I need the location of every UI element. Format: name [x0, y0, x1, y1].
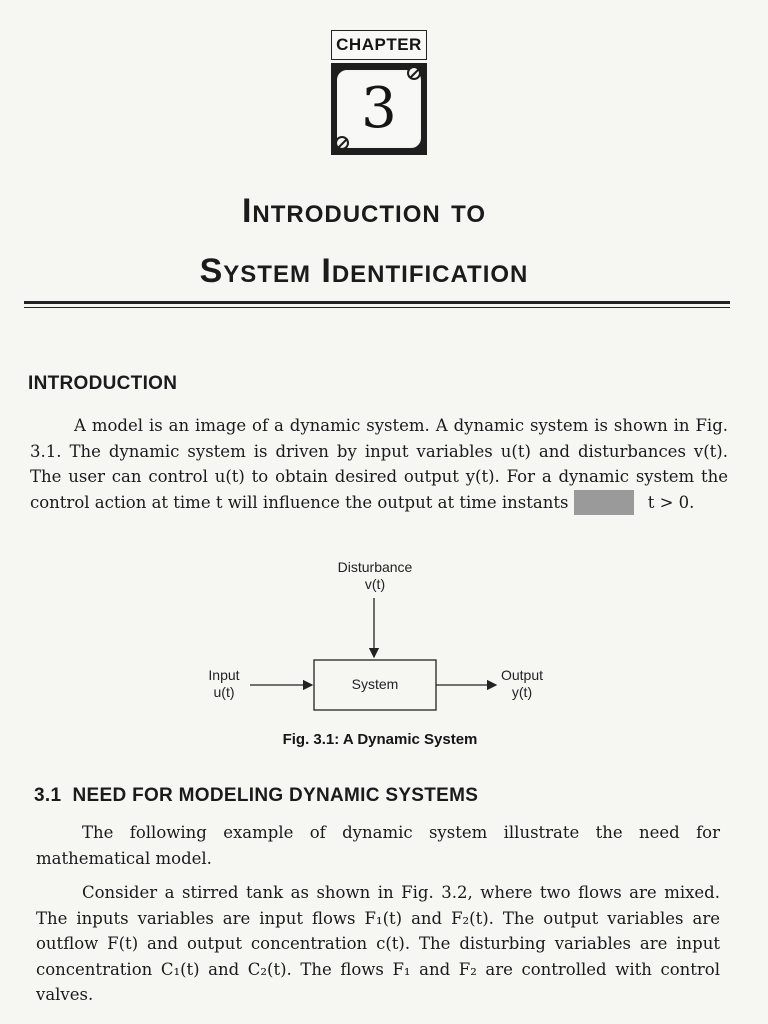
title-divider [24, 301, 730, 304]
chapter-title-line-2: System Identification [199, 252, 529, 290]
section-title: NEED FOR MODELING DYNAMIC SYSTEMS [72, 785, 479, 806]
chapter-title-line-1: Introduction to [241, 192, 487, 230]
section-heading [34, 785, 478, 807]
output-variable: y(t) [511, 684, 533, 700]
section-number: 3.1 [34, 785, 62, 806]
chapter-badge [331, 30, 427, 156]
input-variable: u(t) [213, 684, 235, 700]
disturbance-variable: v(t) [364, 576, 386, 592]
system-label: System [351, 676, 399, 692]
title-divider-thin [24, 307, 730, 308]
intro-paragraph [30, 413, 728, 515]
dynamic-system-diagram [190, 555, 570, 715]
chapter-label: CHAPTER [331, 30, 427, 60]
intro-paragraph-text: A model is an image of a dynamic system. A dynamic system is shown in Fig. 3.1. The dynamic system is driven by input variables u(t) and disturbances v(t). The user can control u(t) to obtain desired output y(t). For a dynamic system the control action at time t will influence the output at time instants [30, 416, 728, 512]
disturbance-text: Disturbance [337, 559, 413, 575]
output-label [492, 667, 552, 701]
intro-heading: INTRODUCTION [28, 373, 178, 394]
section-paragraph-2: Consider a stirred tank as shown in Fig. 3.2, where two flows are mixed. The inputs variables are input flows F₁(t) and F₂(t). The output variables are outflow F(t) and output concentration c(t). The disturbing variables are input concentration C₁(t) and C₂(t). The flows F₁ and F₂ are controlled with control valves. [36, 883, 720, 1004]
section-paragraph-1: The following example of dynamic system illustrate the need for mathematical model. [36, 823, 720, 868]
chapter-number: 3 [337, 70, 421, 148]
figure-caption: Fig. 3.1: A Dynamic System [282, 731, 478, 748]
disturbance-label [320, 559, 430, 593]
input-text: Input [208, 667, 240, 683]
bolt-icon [335, 136, 349, 150]
input-label [196, 667, 252, 701]
intro-paragraph-end: t > 0. [647, 492, 695, 512]
output-text: Output [500, 667, 544, 683]
redacted-block [574, 490, 634, 515]
bolt-icon [407, 66, 421, 80]
chapter-number-plate [331, 63, 427, 155]
